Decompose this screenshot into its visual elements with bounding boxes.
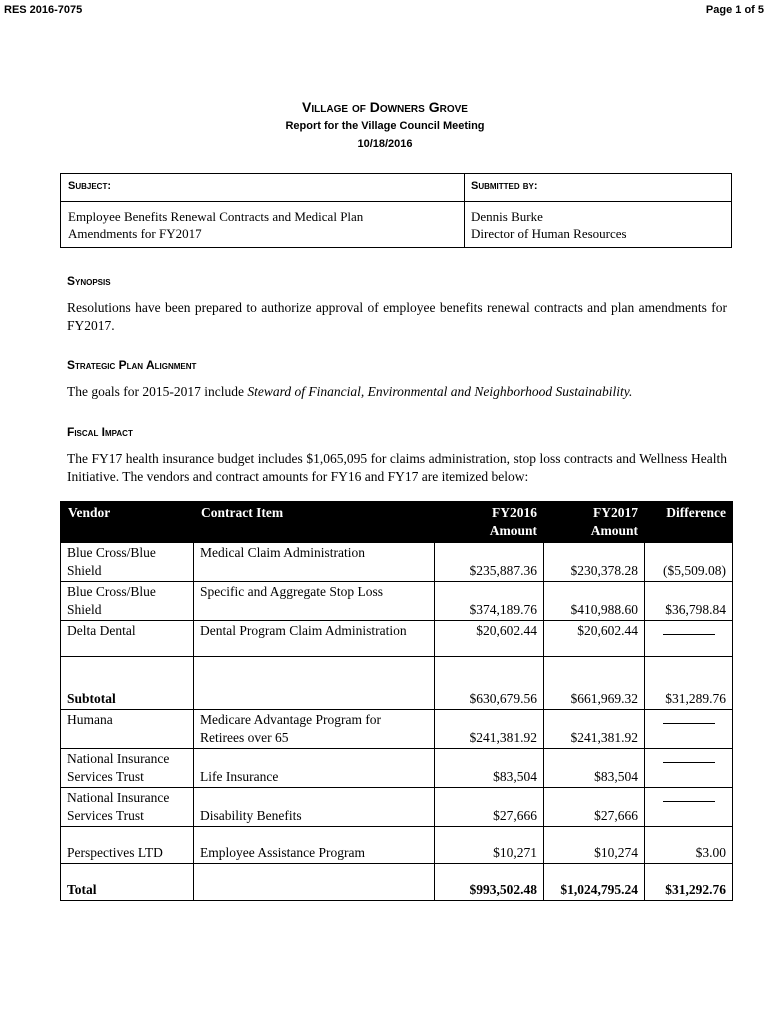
- blank-line: [663, 625, 715, 635]
- page-title: Village of Downers Grove: [302, 99, 468, 115]
- blank-line: [663, 753, 715, 763]
- col-fy2016: FY2016 Amount: [435, 502, 544, 543]
- subject-label: Subject:: [68, 180, 112, 192]
- table-row: Blue Cross/Blue Shield Medical Claim Administration $235,887.36 $230,378.28 ($5,509.08): [61, 543, 733, 582]
- col-difference: Difference: [645, 502, 733, 543]
- table-row: National Insurance Services Trust Disability Benefits $27,666 $27,666: [61, 788, 733, 827]
- strategic-text: The goals for 2015-2017 include Steward of Financial, Environmental and Neighborhood Sustainability.: [67, 384, 633, 399]
- synopsis-heading: Synopsis: [67, 274, 111, 288]
- col-contract-item: Contract Item: [194, 502, 435, 543]
- submitted-by-value: Dennis Burke Director of Human Resources: [471, 209, 627, 241]
- table-row: Blue Cross/Blue Shield Specific and Aggregate Stop Loss $374,189.76 $410,988.60 $36,798.84: [61, 582, 733, 621]
- strategic-heading: Strategic Plan Alignment: [67, 358, 197, 372]
- fiscal-heading: Fiscal Impact: [67, 425, 133, 439]
- document-id: RES 2016-7075: [4, 4, 83, 16]
- table-row: National Insurance Services Trust Life Insurance $83,504 $83,504: [61, 749, 733, 788]
- blank-line: [663, 792, 715, 802]
- subject-value: Employee Benefits Renewal Contracts and Medical Plan Amendments for FY2017: [68, 209, 364, 241]
- info-box: [60, 173, 732, 248]
- page-number: Page 1 of 5: [705, 4, 764, 16]
- report-date: 10/18/2016: [357, 138, 413, 150]
- table-header-row: [61, 502, 733, 543]
- table-row: Humana Medicare Advantage Program for Retirees over 65 $241,381.92 $241,381.92: [61, 710, 733, 749]
- table-row-subtotal: Subtotal $630,679.56 $661,969.32 $31,289.76: [61, 657, 733, 710]
- fiscal-text: The FY17 health insurance budget includes $1,065,095 for claims administration, stop loss contracts and Wellness Health Initiative. The vendors and contract amounts for FY16 and FY17 are itemized below:: [67, 451, 727, 484]
- contracts-table: [60, 501, 733, 901]
- blank-line: [663, 714, 715, 724]
- table-row-total: Total $993,502.48 $1,024,795.24 $31,292.76: [61, 864, 733, 901]
- table-row: Delta Dental Dental Program Claim Administration $20,602.44 $20,602.44: [61, 621, 733, 657]
- col-vendor: Vendor: [61, 502, 194, 543]
- submitted-by-label: Submitted by:: [471, 180, 538, 192]
- synopsis-text: Resolutions have been prepared to authorize approval of employee benefits renewal contracts and plan amendments for FY2017.: [67, 300, 727, 333]
- col-fy2017: FY2017 Amount: [544, 502, 645, 543]
- report-subtitle: Report for the Village Council Meeting: [285, 120, 485, 132]
- table-row: Perspectives LTD Employee Assistance Program $10,271 $10,274 $3.00: [61, 827, 733, 864]
